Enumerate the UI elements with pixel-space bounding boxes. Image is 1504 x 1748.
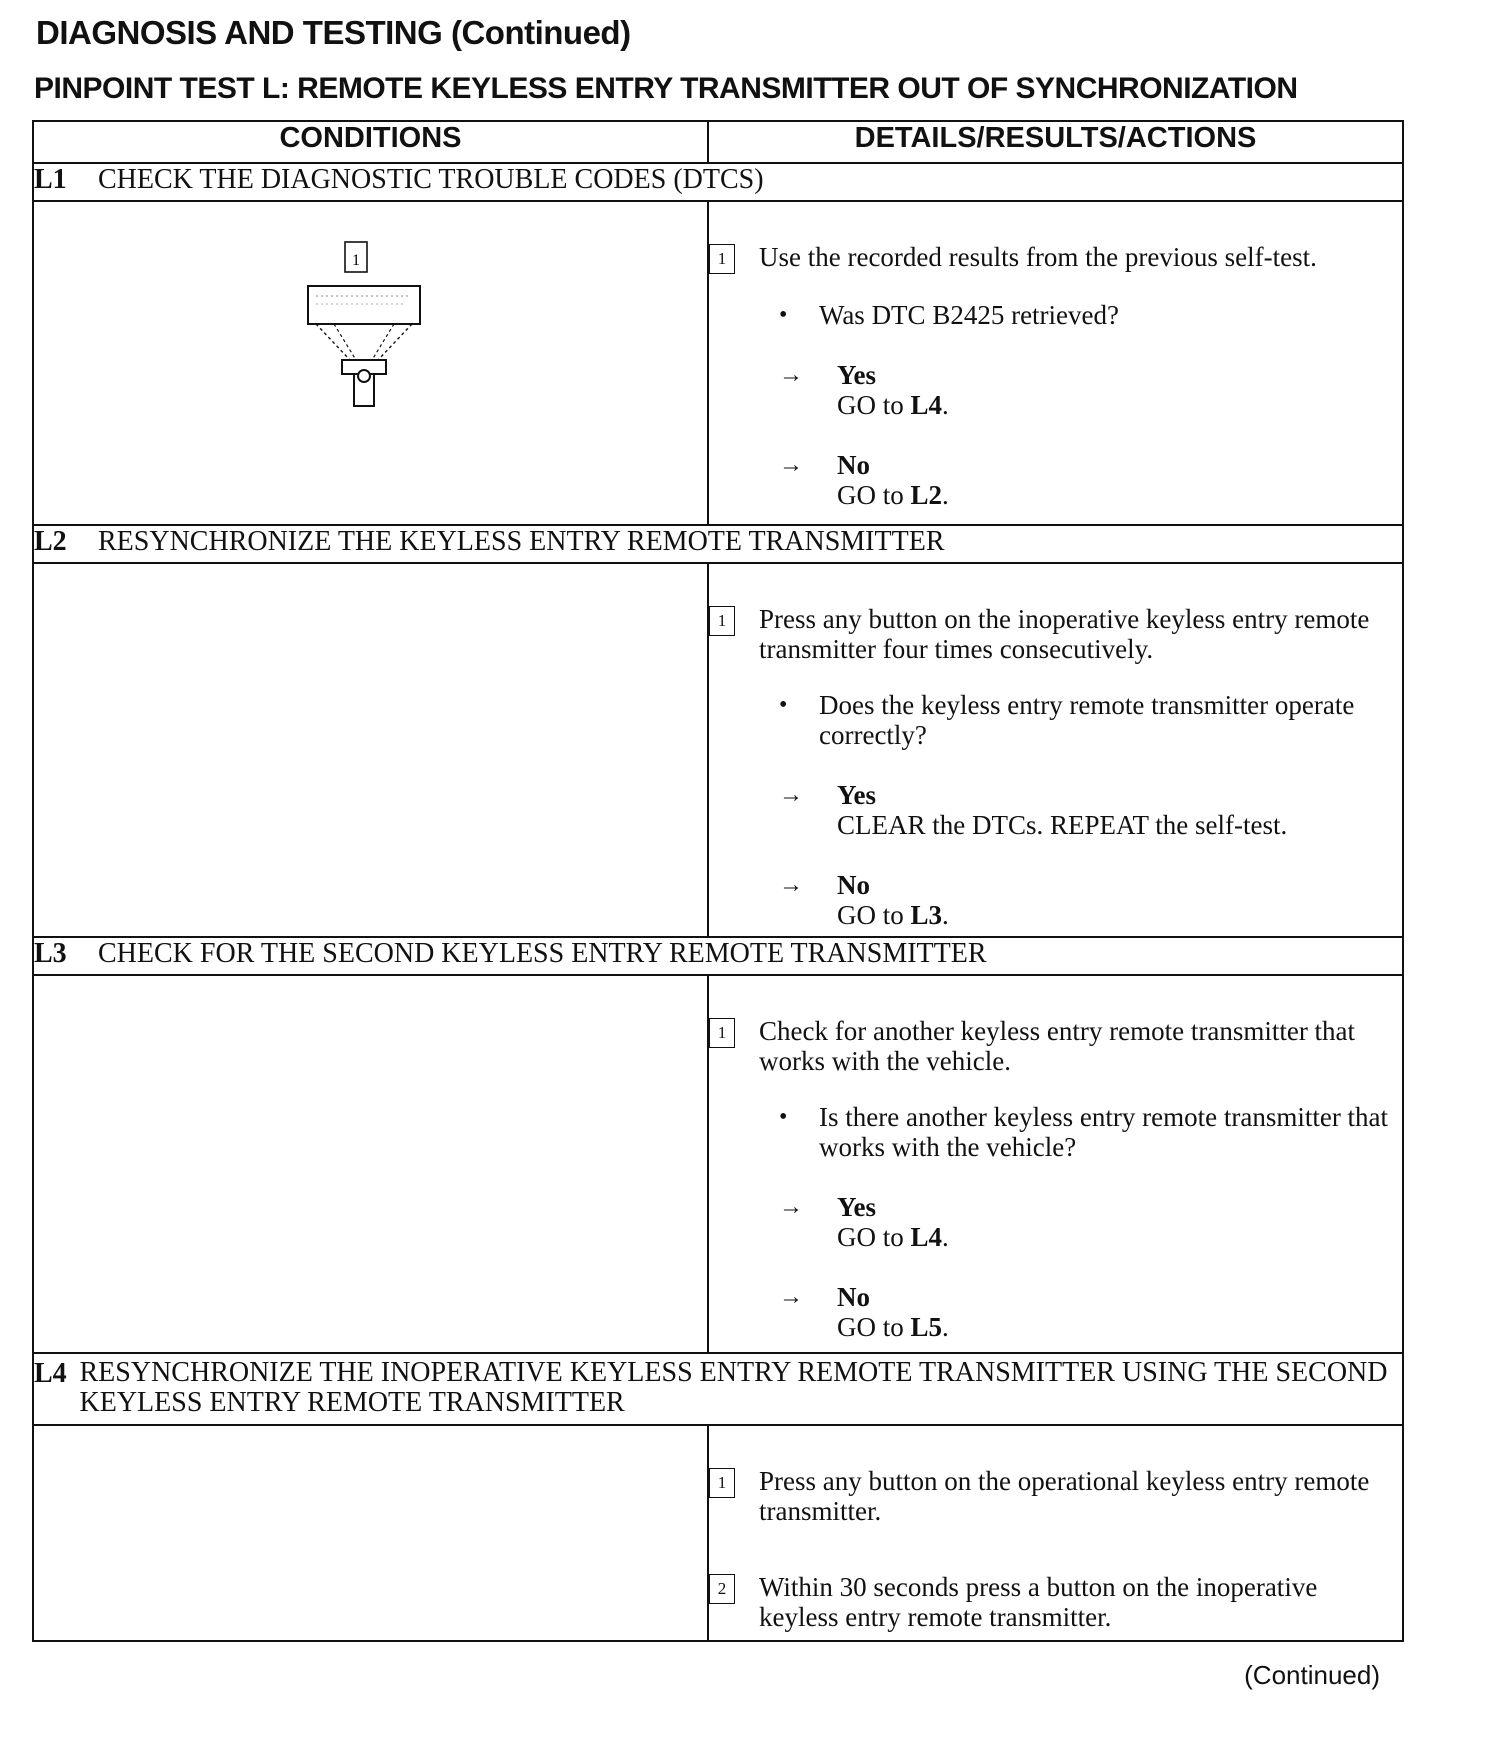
details-cell <box>708 975 1403 1353</box>
scan-tool-icon-label: 1 <box>352 252 360 269</box>
question-text: Is there another keyless entry remote transmitter that works with the vehicle? <box>819 1102 1389 1162</box>
step-link: L4 <box>910 1222 943 1252</box>
arrow-right-icon: → <box>779 872 803 898</box>
continued-label: (Continued) <box>1244 1660 1380 1690</box>
result-label: No <box>837 1282 870 1312</box>
action-item <box>709 1016 1402 1076</box>
details-header: DETAILS/RESULTS/ACTIONS <box>708 121 1403 163</box>
step-id: L4 <box>34 1358 67 1389</box>
action-text: Check for another keyless entry remote transmitter that works with the vehicle. <box>759 1016 1356 1076</box>
step-body-l1 <box>33 201 1403 525</box>
conditions-cell <box>33 563 708 937</box>
result-yes <box>779 360 1402 420</box>
step-number-box: 1 <box>709 1018 735 1048</box>
result-action: GO to L4. <box>837 390 949 420</box>
result-no <box>779 1282 1402 1342</box>
step-number-box: 1 <box>709 606 735 636</box>
arrow-right-icon: → <box>779 1284 803 1310</box>
action-text: Press any button on the operational keyless entry remote transmitter. <box>759 1466 1370 1526</box>
step-header-l4 <box>33 1353 1403 1425</box>
result-label: Yes <box>837 780 876 810</box>
result-action: GO to L2. <box>837 480 949 510</box>
step-title: RESYNCHRONIZE THE KEYLESS ENTRY REMOTE TRANSMITTER <box>98 526 945 557</box>
step-title: CHECK FOR THE SECOND KEYLESS ENTRY REMOTE TRANSMITTER <box>98 938 987 969</box>
scan-tool-icon <box>304 240 424 410</box>
result-no <box>779 870 1402 930</box>
step-number-box: 1 <box>709 244 735 274</box>
step-id: L3 <box>34 938 67 969</box>
step-header-l3 <box>33 937 1403 975</box>
question: • Is there another keyless entry remote transmitter that works with the vehicle? <box>779 1102 1402 1162</box>
step-number-box: 1 <box>709 1468 735 1498</box>
conditions-cell <box>33 201 708 525</box>
action-item <box>709 1466 1402 1526</box>
result-action: GO to L3. <box>837 900 949 930</box>
result-action: GO to L5. <box>837 1312 949 1342</box>
result-label: Yes <box>837 360 876 390</box>
conditions-cell <box>33 975 708 1353</box>
conditions-cell <box>33 1425 708 1641</box>
result-no <box>779 450 1402 510</box>
step-link: L2 <box>910 480 943 510</box>
step-id: L1 <box>34 164 67 195</box>
step-title: RESYNCHRONIZE THE INOPERATIVE KEYLESS ENTRY REMOTE TRANSMITTER USING THE SECOND KEYLESS ENTRY REMOTE TRANSMITTER <box>79 1357 1388 1418</box>
action-item <box>709 242 1402 274</box>
conditions-header: CONDITIONS <box>33 121 708 163</box>
step-header-l2 <box>33 525 1403 563</box>
arrow-right-icon: → <box>779 362 803 388</box>
question: • Does the keyless entry remote transmitter operate correctly? <box>779 690 1402 750</box>
step-header-l1 <box>33 163 1403 201</box>
question: • Was DTC B2425 retrieved? <box>779 300 1119 330</box>
action-item <box>709 604 1402 664</box>
arrow-right-icon: → <box>779 452 803 478</box>
question-text: Does the keyless entry remote transmitter operate correctly? <box>819 690 1355 750</box>
result-yes <box>779 1192 1402 1252</box>
pinpoint-test-table <box>32 120 1404 1642</box>
pinpoint-test-title: PINPOINT TEST L: REMOTE KEYLESS ENTRY TRANSMITTER OUT OF SYNCHRONIZATION <box>34 72 1298 105</box>
step-body-l2 <box>33 563 1403 937</box>
details-cell <box>708 201 1403 525</box>
result-action: GO to L4. <box>837 1222 949 1252</box>
details-cell <box>708 563 1403 937</box>
action-text: Press any button on the inoperative keyless entry remote transmitter four times consecutively. <box>759 604 1370 664</box>
step-body-l4 <box>33 1425 1403 1641</box>
step-title: CHECK THE DIAGNOSTIC TROUBLE CODES (DTCS) <box>98 164 764 195</box>
step-link: L4 <box>910 390 943 420</box>
arrow-right-icon: → <box>779 782 803 808</box>
step-link: L5 <box>910 1312 943 1342</box>
result-action: CLEAR the DTCs. REPEAT the self-test. <box>837 810 1288 840</box>
result-label: No <box>837 450 870 480</box>
step-body-l3 <box>33 975 1403 1353</box>
page-title: DIAGNOSIS AND TESTING (Continued) <box>36 14 631 51</box>
details-cell <box>708 1425 1403 1641</box>
result-label: No <box>837 870 870 900</box>
question-text: Was DTC B2425 retrieved? <box>819 300 1119 330</box>
action-text: Use the recorded results from the previous self-test. <box>759 242 1317 272</box>
step-id: L2 <box>34 526 67 557</box>
step-number-box: 2 <box>709 1574 735 1604</box>
action-text: Within 30 seconds press a button on the inoperative keyless entry remote transmitter. <box>759 1572 1318 1632</box>
result-label: Yes <box>837 1192 876 1222</box>
step-link: L3 <box>910 900 943 930</box>
arrow-right-icon: → <box>779 1194 803 1220</box>
action-item <box>709 1572 1402 1632</box>
result-yes <box>779 780 1402 840</box>
